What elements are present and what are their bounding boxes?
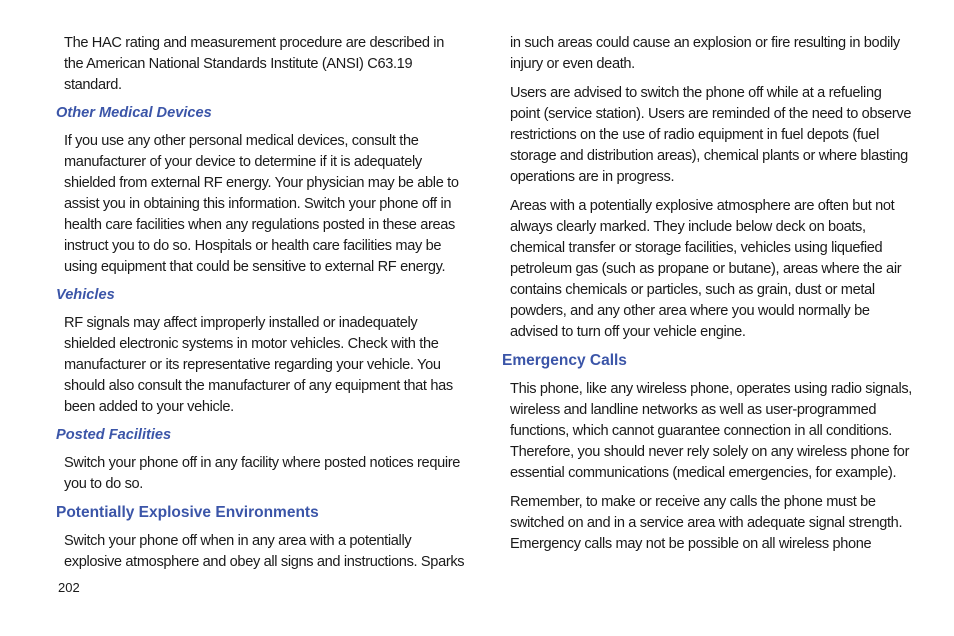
explosive-areas-paragraph: Areas with a potentially explosive atmosphere are often but not always clearly marked. They include below deck on boats, chemical transfer or storage facilities, vehicles using liquefied petroleum gas (such as propane or butane), areas where the air contains chemicals or particles, such as grain, dust or metal powders, and any other area where you would normally be advised to turn off your vehicle engine. [510,198,902,340]
emergency-calls-paragraph-1: This phone, like any wireless phone, operates using radio signals, wireless and landline networks as well as user-programmed functions, which cannot guarantee connection in all conditions. Therefore, you should never rely solely on any wireless phone for essential communications (medical emergencies, for example). [510,381,912,481]
hac-rating-paragraph: The HAC rating and measurement procedure are described in the American National Standards Institute (ANSI) C63.19 standard. [64,35,444,93]
refueling-paragraph: Users are advised to switch the phone off while at a refueling point (service station). Users are reminded of the need to observe restrictions on the use of radio equipment in fuel depots (fuel storage and distribution areas), chemical plants or where blasting operations are in progress. [510,85,912,185]
page-number: 202 [58,580,80,595]
posted-facilities-paragraph: Switch your phone off in any facility where posted notices require you to do so. [64,455,461,492]
left-column [56,33,466,581]
vehicles-paragraph: RF signals may affect improperly installed or inadequately shielded electronic systems in motor vehicles. Check with the manufacturer or its representative regarding your vehicle. You should also consult the manufacturer of any equipment that has been added to your vehicle. [64,315,453,415]
other-medical-devices-heading: Other Medical Devices [56,105,212,121]
emergency-calls-paragraph-2: Remember, to make or receive any calls the phone must be switched on and in a service area with adequate signal strength. Emergency calls may not be possible on all wireless phone [510,494,903,552]
explosive-environments-heading: Potentially Explosive Environments [56,504,319,521]
other-medical-devices-paragraph: If you use any other personal medical devices, consult the manufacturer of your device to determine if it is adequately shielded from external RF energy. Your physician may be able to assist you in obtaining this information. Switch your phone off in health care facilities when any regulations posted in these areas instruct you to do so. Hospitals or health care facilities may be using equipment that could be sensitive to external RF energy. [64,133,459,275]
explosive-environments-paragraph: Switch your phone off when in any area with a potentially explosive atmosphere and obey all signs and instructions. Sparks [64,533,465,570]
posted-facilities-heading: Posted Facilities [56,427,172,443]
right-column [502,33,912,563]
sparks-continuation-paragraph: in such areas could cause an explosion or fire resulting in bodily injury or even death. [510,35,900,72]
emergency-calls-heading: Emergency Calls [502,352,627,369]
vehicles-heading: Vehicles [56,287,115,303]
